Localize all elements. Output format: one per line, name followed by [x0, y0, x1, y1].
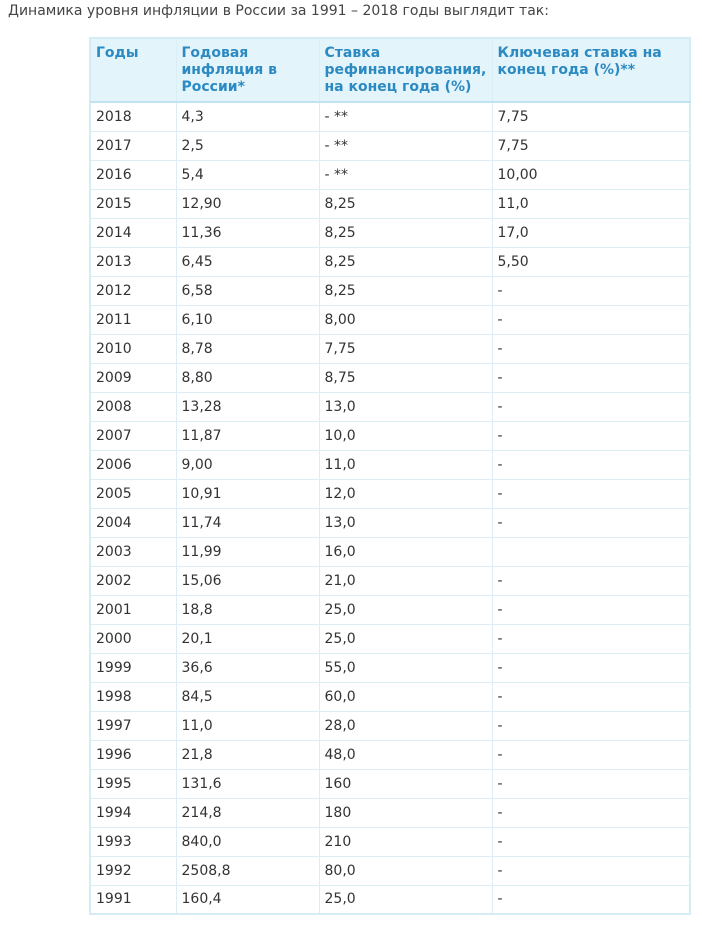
cell-annual-inflation: 2,5	[176, 131, 319, 160]
cell-refinancing-rate: 60,0	[319, 682, 492, 711]
table-row	[90, 247, 690, 276]
cell-annual-inflation: 11,36	[176, 218, 319, 247]
cell-annual-inflation: 11,87	[176, 421, 319, 450]
cell-key-rate: -	[492, 276, 690, 305]
cell-key-rate: -	[492, 682, 690, 711]
cell-annual-inflation: 20,1	[176, 624, 319, 653]
cell-refinancing-rate: 8,00	[319, 305, 492, 334]
cell-annual-inflation: 84,5	[176, 682, 319, 711]
table-row	[90, 769, 690, 798]
table-row	[90, 392, 690, 421]
cell-refinancing-rate: 25,0	[319, 624, 492, 653]
header-row	[90, 38, 690, 102]
cell-key-rate: 7,75	[492, 102, 690, 131]
cell-year: 2008	[90, 392, 176, 421]
cell-refinancing-rate: 8,25	[319, 218, 492, 247]
cell-annual-inflation: 13,28	[176, 392, 319, 421]
cell-annual-inflation: 5,4	[176, 160, 319, 189]
table-row	[90, 827, 690, 856]
cell-year: 2004	[90, 508, 176, 537]
cell-annual-inflation: 840,0	[176, 827, 319, 856]
cell-year: 2005	[90, 479, 176, 508]
table-row	[90, 798, 690, 827]
header-refinancing-rate: Ставка рефинансирования, на конец года (%)	[319, 38, 492, 102]
cell-annual-inflation: 6,58	[176, 276, 319, 305]
cell-refinancing-rate: - **	[319, 131, 492, 160]
cell-year: 1992	[90, 856, 176, 885]
cell-year: 2003	[90, 537, 176, 566]
cell-refinancing-rate: 13,0	[319, 392, 492, 421]
cell-annual-inflation: 11,74	[176, 508, 319, 537]
table-row	[90, 131, 690, 160]
cell-year: 2000	[90, 624, 176, 653]
cell-year: 1997	[90, 711, 176, 740]
header-annual-inflation: Годовая инфляция в России*	[176, 38, 319, 102]
cell-year: 1991	[90, 885, 176, 914]
cell-year: 1999	[90, 653, 176, 682]
table-row	[90, 421, 690, 450]
cell-refinancing-rate: 48,0	[319, 740, 492, 769]
table-row	[90, 740, 690, 769]
cell-key-rate: -	[492, 392, 690, 421]
table-row	[90, 363, 690, 392]
cell-refinancing-rate: 80,0	[319, 856, 492, 885]
table-row	[90, 595, 690, 624]
cell-annual-inflation: 21,8	[176, 740, 319, 769]
table-row	[90, 508, 690, 537]
table-row	[90, 682, 690, 711]
cell-key-rate: -	[492, 305, 690, 334]
cell-refinancing-rate: 13,0	[319, 508, 492, 537]
cell-refinancing-rate: 25,0	[319, 595, 492, 624]
cell-refinancing-rate: 28,0	[319, 711, 492, 740]
cell-key-rate: -	[492, 740, 690, 769]
cell-year: 2017	[90, 131, 176, 160]
cell-key-rate: -	[492, 885, 690, 914]
table-header	[90, 38, 690, 102]
cell-key-rate: -	[492, 479, 690, 508]
cell-year: 2018	[90, 102, 176, 131]
cell-key-rate: -	[492, 711, 690, 740]
table-row	[90, 885, 690, 914]
cell-annual-inflation: 9,00	[176, 450, 319, 479]
table-row	[90, 653, 690, 682]
cell-year: 2010	[90, 334, 176, 363]
cell-refinancing-rate: 8,25	[319, 189, 492, 218]
cell-annual-inflation: 131,6	[176, 769, 319, 798]
cell-refinancing-rate: 8,25	[319, 247, 492, 276]
cell-year: 1995	[90, 769, 176, 798]
cell-annual-inflation: 8,78	[176, 334, 319, 363]
table-row	[90, 189, 690, 218]
table-body	[90, 102, 690, 914]
cell-annual-inflation: 4,3	[176, 102, 319, 131]
cell-year: 2015	[90, 189, 176, 218]
cell-annual-inflation: 11,99	[176, 537, 319, 566]
cell-key-rate: -	[492, 566, 690, 595]
cell-refinancing-rate: 7,75	[319, 334, 492, 363]
cell-year: 1993	[90, 827, 176, 856]
cell-key-rate: 5,50	[492, 247, 690, 276]
header-key-rate: Ключевая ставка на конец года (%)**	[492, 38, 690, 102]
cell-refinancing-rate: 25,0	[319, 885, 492, 914]
table-row	[90, 334, 690, 363]
cell-refinancing-rate: 55,0	[319, 653, 492, 682]
cell-key-rate: -	[492, 334, 690, 363]
cell-refinancing-rate: 8,75	[319, 363, 492, 392]
cell-refinancing-rate: 210	[319, 827, 492, 856]
cell-annual-inflation: 11,0	[176, 711, 319, 740]
table-row	[90, 305, 690, 334]
inflation-table	[89, 37, 691, 915]
table-row	[90, 450, 690, 479]
cell-key-rate: 10,00	[492, 160, 690, 189]
cell-annual-inflation: 6,45	[176, 247, 319, 276]
cell-year: 2012	[90, 276, 176, 305]
cell-year: 1994	[90, 798, 176, 827]
cell-annual-inflation: 36,6	[176, 653, 319, 682]
cell-year: 2001	[90, 595, 176, 624]
table-row	[90, 856, 690, 885]
cell-year: 1998	[90, 682, 176, 711]
cell-key-rate: -	[492, 769, 690, 798]
intro-text: Динамика уровня инфляции в России за 1991 – 2018 годы выглядит так:	[8, 3, 549, 19]
cell-key-rate: -	[492, 624, 690, 653]
cell-annual-inflation: 160,4	[176, 885, 319, 914]
cell-key-rate: -	[492, 450, 690, 479]
table-row	[90, 624, 690, 653]
cell-refinancing-rate: - **	[319, 160, 492, 189]
cell-refinancing-rate: 180	[319, 798, 492, 827]
cell-key-rate: -	[492, 653, 690, 682]
cell-refinancing-rate: 8,25	[319, 276, 492, 305]
cell-refinancing-rate: 10,0	[319, 421, 492, 450]
cell-refinancing-rate: 12,0	[319, 479, 492, 508]
cell-key-rate: -	[492, 595, 690, 624]
cell-year: 2002	[90, 566, 176, 595]
cell-year: 2006	[90, 450, 176, 479]
cell-annual-inflation: 10,91	[176, 479, 319, 508]
cell-annual-inflation: 6,10	[176, 305, 319, 334]
table-row	[90, 160, 690, 189]
table-row	[90, 711, 690, 740]
cell-annual-inflation: 8,80	[176, 363, 319, 392]
cell-year: 2011	[90, 305, 176, 334]
cell-key-rate: 11,0	[492, 189, 690, 218]
cell-annual-inflation: 18,8	[176, 595, 319, 624]
cell-annual-inflation: 2508,8	[176, 856, 319, 885]
cell-refinancing-rate: 11,0	[319, 450, 492, 479]
cell-key-rate: -	[492, 856, 690, 885]
cell-year: 2009	[90, 363, 176, 392]
table-row	[90, 218, 690, 247]
table-row	[90, 102, 690, 131]
cell-key-rate: -	[492, 421, 690, 450]
cell-key-rate	[492, 537, 690, 566]
cell-key-rate: -	[492, 363, 690, 392]
table-row	[90, 276, 690, 305]
cell-key-rate: 7,75	[492, 131, 690, 160]
cell-year: 1996	[90, 740, 176, 769]
cell-key-rate: -	[492, 798, 690, 827]
table-row	[90, 537, 690, 566]
cell-year: 2007	[90, 421, 176, 450]
cell-year: 2014	[90, 218, 176, 247]
cell-key-rate: -	[492, 508, 690, 537]
table-row	[90, 566, 690, 595]
cell-annual-inflation: 12,90	[176, 189, 319, 218]
cell-annual-inflation: 214,8	[176, 798, 319, 827]
cell-refinancing-rate: 16,0	[319, 537, 492, 566]
cell-refinancing-rate: - **	[319, 102, 492, 131]
table-row	[90, 479, 690, 508]
header-year: Годы	[90, 38, 176, 102]
cell-refinancing-rate: 21,0	[319, 566, 492, 595]
cell-annual-inflation: 15,06	[176, 566, 319, 595]
cell-key-rate: 17,0	[492, 218, 690, 247]
cell-year: 2016	[90, 160, 176, 189]
cell-year: 2013	[90, 247, 176, 276]
cell-refinancing-rate: 160	[319, 769, 492, 798]
cell-key-rate: -	[492, 827, 690, 856]
